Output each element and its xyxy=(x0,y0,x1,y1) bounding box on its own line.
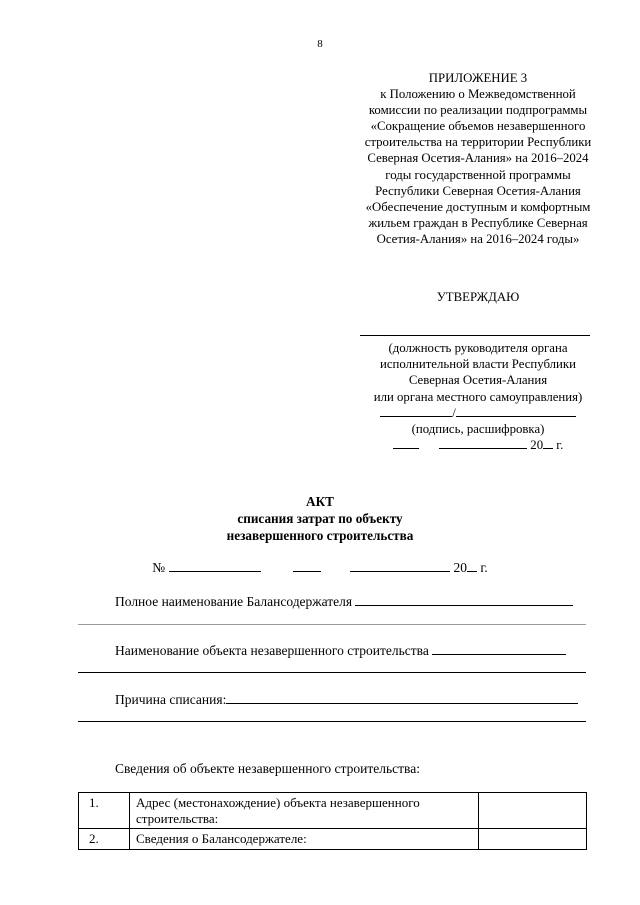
approval-heading: УТВЕРЖДАЮ xyxy=(436,290,520,304)
year-blank xyxy=(543,437,553,449)
approval-block xyxy=(358,340,598,453)
year-suffix: г. xyxy=(553,438,564,453)
appendix-line: «Сокращение объемов незавершенного xyxy=(370,119,586,134)
reason-continuation-line xyxy=(78,721,586,722)
signature-blank xyxy=(380,405,452,417)
row-value xyxy=(479,829,587,850)
appendix-line: строительства на территории Республики xyxy=(364,135,592,150)
month-blank xyxy=(439,437,527,449)
row-value xyxy=(479,793,587,829)
appendix-line: к Положению о Межведомственной xyxy=(380,87,576,102)
row-label: Адрес (местонахождение) объекта незавершенного строительства: xyxy=(130,793,479,829)
approval-date-row xyxy=(358,437,598,453)
act-title: АКТ xyxy=(306,494,334,509)
act-subtitle: списания затрат по объекту xyxy=(237,511,403,526)
act-day-blank xyxy=(293,560,321,572)
year-prefix: 20 xyxy=(530,438,544,453)
act-year-prefix: 20 xyxy=(453,560,467,575)
signature-blank-row xyxy=(358,405,598,421)
info-heading: Сведения об объекте незавершенного строительства: xyxy=(115,761,420,776)
position-blank-line xyxy=(360,335,590,336)
object-field xyxy=(115,643,566,659)
act-number-date-row xyxy=(0,560,640,576)
act-year-blank xyxy=(467,560,477,572)
object-blank xyxy=(432,643,566,655)
act-year-suffix: г. xyxy=(476,560,488,575)
appendix-line: Республики Северная Осетия-Алания xyxy=(375,183,581,198)
page-number: 8 xyxy=(317,38,323,50)
name-blank xyxy=(456,405,576,417)
appendix-line: «Обеспечение доступным и комфортным xyxy=(365,199,591,214)
position-caption-line: исполнительной власти Республики xyxy=(380,357,576,372)
holder-blank xyxy=(355,594,573,606)
row-number: 1. xyxy=(79,793,130,829)
number-sign: № xyxy=(152,560,166,575)
row-number: 2. xyxy=(79,829,130,850)
holder-label: Полное наименование Балансодержателя xyxy=(115,594,353,609)
reason-label: Причина списания: xyxy=(115,692,227,707)
appendix-line: Северная Осетия-Алания» на 2016–2024 xyxy=(367,151,589,166)
signature-caption: (подпись, расшифровка) xyxy=(411,422,545,437)
object-info-table xyxy=(78,792,587,850)
reason-field xyxy=(115,692,578,708)
row-label: Сведения о Балансодержателе: xyxy=(130,829,479,850)
appendix-title: ПРИЛОЖЕНИЕ 3 xyxy=(428,71,528,85)
reason-blank xyxy=(226,692,578,704)
act-month-blank xyxy=(350,560,450,572)
holder-field xyxy=(115,594,573,610)
act-subtitle: незавершенного строительства xyxy=(226,528,414,543)
object-label: Наименование объекта незавершенного строительства xyxy=(115,643,429,658)
position-caption-line: (должность руководителя органа xyxy=(388,341,568,355)
day-blank xyxy=(393,437,419,449)
appendix-line: Осетия-Алания» на 2016–2024 годы» xyxy=(376,231,580,246)
appendix-line: комиссии по реализации подпрограммы xyxy=(368,103,588,118)
act-number-blank xyxy=(169,560,261,572)
table-row xyxy=(79,793,587,829)
signature-separator: / xyxy=(452,405,456,420)
object-continuation-line xyxy=(78,672,586,673)
table-row xyxy=(79,829,587,850)
appendix-block xyxy=(358,70,598,247)
position-caption-line: Северная Осетия-Алания xyxy=(408,373,548,388)
position-caption-line: или органа местного самоуправления) xyxy=(373,389,583,404)
appendix-line: жильем граждан в Республике Северная xyxy=(368,215,588,230)
holder-continuation-line xyxy=(78,624,586,625)
appendix-line: годы государственной программы xyxy=(385,167,571,182)
